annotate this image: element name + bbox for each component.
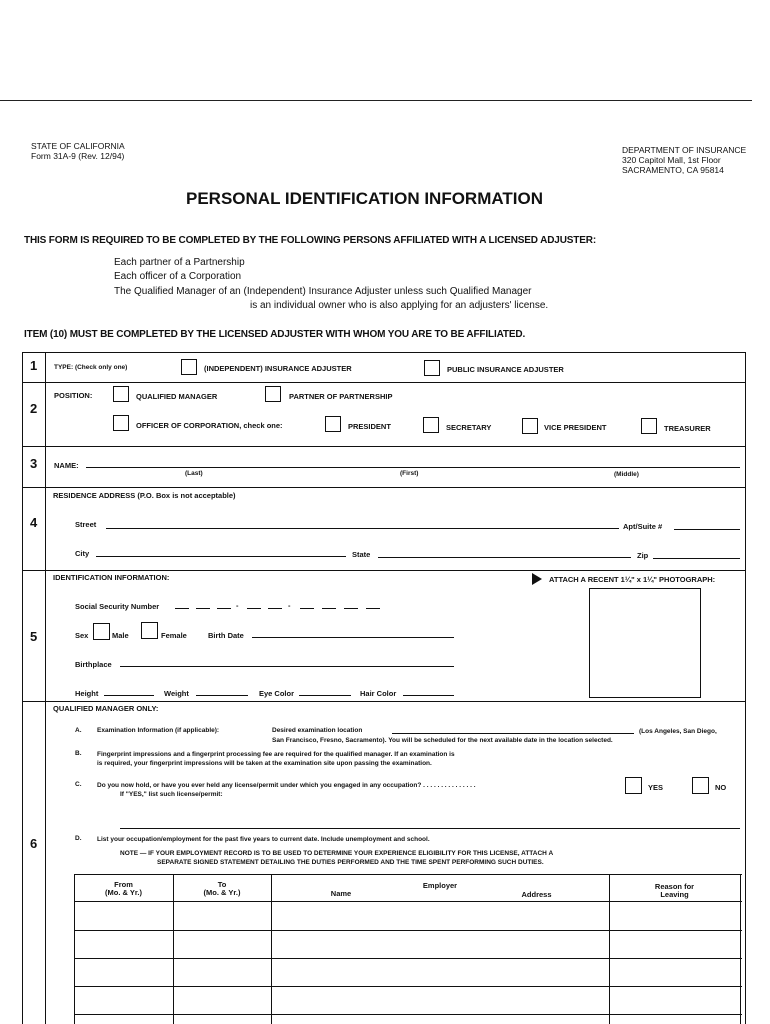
ssn-digit-slot[interactable] <box>247 608 261 609</box>
street-label: Street <box>75 520 97 529</box>
independent-adjuster-label: (INDEPENDENT) INSURANCE ADJUSTER <box>204 364 352 373</box>
section-number-3: 3 <box>30 456 38 471</box>
type-label: TYPE: (Check only one) <box>54 364 128 371</box>
weight-input-line[interactable] <box>196 695 248 696</box>
requirement-statement: THIS FORM IS REQUIRED TO BE COMPLETED BY THE FOLLOWING PERSONS AFFILIATED WITH A LICENSED ADJUSTER: <box>24 235 597 246</box>
license-yes-label: YES <box>648 783 664 792</box>
zip-input-line[interactable] <box>653 558 740 559</box>
col-header-to-sub: (Mo. & Yr.) <box>203 888 241 897</box>
item-c-letter: C. <box>75 781 82 788</box>
city-label: City <box>75 549 90 558</box>
ssn-digit-slot[interactable] <box>175 608 189 609</box>
arrow-right-icon <box>532 573 542 585</box>
item-d-letter: D. <box>75 835 82 842</box>
city-input-line[interactable] <box>96 556 346 557</box>
table-row[interactable] <box>74 931 742 958</box>
intro-item-continuation: is an individual owner who is also applying for an adjusters' license. <box>250 300 549 311</box>
top-rule <box>0 100 752 101</box>
item-c-text-1: Do you now hold, or have you ever held any license/permit under which you engaged in any occupation? . . . . . . . . . . . . . . . <box>97 782 476 789</box>
vice-president-checkbox[interactable] <box>522 418 538 434</box>
state-label: State <box>352 550 371 559</box>
exam-location-input-line[interactable] <box>392 733 634 734</box>
ssn-label: Social Security Number <box>75 602 160 611</box>
position-label: POSITION: <box>54 391 93 400</box>
exam-cities-continued: San Francisco, Fresno, Sacramento). You will be scheduled for the next available date in the location selected. <box>272 737 613 744</box>
partner-checkbox[interactable] <box>265 386 281 402</box>
ssn-digit-slot[interactable] <box>268 608 282 609</box>
table-row[interactable] <box>74 987 742 1014</box>
birthplace-label: Birthplace <box>75 660 112 669</box>
exam-cities: (Los Angeles, San Diego, <box>639 728 717 735</box>
treasurer-checkbox[interactable] <box>641 418 657 434</box>
divider-3-4 <box>22 487 746 488</box>
male-label: Male <box>112 631 129 640</box>
state-input-line[interactable] <box>378 557 631 558</box>
secretary-checkbox[interactable] <box>423 417 439 433</box>
ssn-digit-slot[interactable] <box>217 608 231 609</box>
item-a-letter: A. <box>75 727 82 734</box>
item10-statement: ITEM (10) MUST BE COMPLETED BY THE LICENSED ADJUSTER WITH WHOM YOU ARE TO BE AFFILIATED. <box>24 329 526 340</box>
treasurer-label: TREASURER <box>664 424 711 433</box>
hair-color-input-line[interactable] <box>403 695 454 696</box>
identification-heading: IDENTIFICATION INFORMATION: <box>53 573 170 582</box>
female-label: Female <box>161 631 187 640</box>
ssn-digit-slot[interactable] <box>196 608 210 609</box>
item-a-text: Examination Information (if applicable): <box>97 727 220 734</box>
divider-2-3 <box>22 446 746 447</box>
form-number: Form 31A-9 (Rev. 12/94) <box>31 151 125 161</box>
table-row-divider <box>74 1014 742 1015</box>
col-header-reason-sub: Leaving <box>660 890 689 899</box>
item-b-text-2: is required, your fingerprint impressions will be taken at the examination site upon passing the examination. <box>97 760 432 767</box>
item-c-text-2: If "YES," list such license/permit: <box>120 791 223 798</box>
col-header-employer: Employer <box>422 881 458 890</box>
note-line-1: NOTE — IF YOUR EMPLOYMENT RECORD IS TO BE USED TO DETERMINE YOUR EXPERIENCE ELIGIBILITY FOR THIS LICENSE, ATTACH A <box>120 850 554 857</box>
president-checkbox[interactable] <box>325 416 341 432</box>
photo-box[interactable] <box>589 588 701 698</box>
sex-label: Sex <box>75 631 89 640</box>
intro-item-officer: Each officer of a Corporation <box>114 271 242 282</box>
divider-5-6 <box>22 701 746 702</box>
qualified-manager-label: QUALIFIED MANAGER <box>136 392 218 401</box>
public-adjuster-label: PUBLIC INSURANCE ADJUSTER <box>447 365 564 374</box>
col-header-reason <box>609 883 740 899</box>
table-row[interactable] <box>74 959 742 986</box>
section-number-6: 6 <box>30 836 38 851</box>
col-header-from <box>74 881 173 897</box>
birthplace-input-line[interactable] <box>120 666 454 667</box>
exam-location-label: Desired examination location <box>272 727 363 734</box>
apt-input-line[interactable] <box>674 529 740 530</box>
eye-color-input-line[interactable] <box>299 695 351 696</box>
section-number-2: 2 <box>30 401 38 416</box>
birth-date-input-line[interactable] <box>252 637 454 638</box>
ssn-digit-slot[interactable] <box>300 608 314 609</box>
partner-label: PARTNER OF PARTNERSHIP <box>289 392 393 401</box>
height-input-line[interactable] <box>104 695 154 696</box>
item-d-text: List your occupation/employment for the past five years to current date. Include unemployment and school. <box>97 836 430 843</box>
residence-heading: RESIDENCE ADDRESS (P.O. Box is not acceptable) <box>53 491 236 500</box>
department-address-2: SACRAMENTO, CA 95814 <box>622 165 724 175</box>
ssn-digit-slot[interactable] <box>322 608 336 609</box>
public-adjuster-checkbox[interactable] <box>424 360 440 376</box>
eye-color-label: Eye Color <box>259 689 295 698</box>
name-input-line[interactable] <box>86 467 740 468</box>
officer-label: OFFICER OF CORPORATION, check one: <box>136 421 283 430</box>
ssn-separator: - <box>236 601 239 610</box>
president-label: PRESIDENT <box>348 422 391 431</box>
col-header-to <box>173 881 271 897</box>
col-header-to-label: To <box>217 880 227 889</box>
female-checkbox[interactable] <box>141 622 158 639</box>
col-header-from-sub: (Mo. & Yr.) <box>105 888 142 897</box>
ssn-separator: - <box>288 601 291 610</box>
page-title: PERSONAL IDENTIFICATION INFORMATION <box>186 189 543 208</box>
independent-adjuster-checkbox[interactable] <box>181 359 197 375</box>
department-name: DEPARTMENT OF INSURANCE <box>622 145 747 155</box>
employment-table <box>74 874 742 1024</box>
vice-president-label: VICE PRESIDENT <box>544 423 607 432</box>
section-number-5: 5 <box>30 629 38 644</box>
section-number-1: 1 <box>30 358 38 373</box>
intro-item-partner: Each partner of a Partnership <box>114 257 245 268</box>
license-no-checkbox[interactable] <box>692 777 709 794</box>
name-first-caption: (First) <box>400 470 419 477</box>
number-column-divider <box>45 352 46 1024</box>
license-yes-checkbox[interactable] <box>625 777 642 794</box>
col-header-name: Name <box>330 889 352 898</box>
item-b-letter: B. <box>75 750 82 757</box>
birth-date-label: Birth Date <box>208 631 244 640</box>
col-header-reason-label: Reason for <box>654 882 695 891</box>
license-no-label: NO <box>715 783 727 792</box>
zip-label: Zip <box>637 551 649 560</box>
name-last-caption: (Last) <box>185 470 203 477</box>
name-middle-caption: (Middle) <box>614 471 639 478</box>
hair-color-label: Hair Color <box>360 689 397 698</box>
ssn-digit-slot[interactable] <box>366 608 380 609</box>
photo-instruction: ATTACH A RECENT 1¼" x 1¼" PHOTOGRAPH: <box>549 575 716 584</box>
table-row[interactable] <box>74 902 742 930</box>
officer-checkbox[interactable] <box>113 415 129 431</box>
note-line-2: SEPARATE SIGNED STATEMENT DETAILING THE DUTIES PERFORMED AND THE TIME SPENT PERFORMING SUCH DUTIES. <box>157 859 544 866</box>
male-checkbox[interactable] <box>93 623 110 640</box>
intro-item-manager: The Qualified Manager of an (Independent) Insurance Adjuster unless such Qualified Manager <box>114 286 532 297</box>
item-b-text-1: Fingerprint impressions and a fingerprint processing fee are required for the qualified manager. If an examination is <box>97 751 455 758</box>
col-header-address: Address <box>521 890 552 899</box>
name-label: NAME: <box>54 461 79 470</box>
divider-4-5 <box>22 570 746 571</box>
apt-label: Apt/Suite # <box>623 522 663 531</box>
state-label: STATE OF CALIFORNIA <box>31 141 125 151</box>
height-label: Height <box>75 689 99 698</box>
weight-label: Weight <box>164 689 189 698</box>
divider-1-2 <box>22 382 746 383</box>
street-input-line[interactable] <box>106 528 619 529</box>
col-header-from-label: From <box>114 880 133 889</box>
qualified-manager-heading: QUALIFIED MANAGER ONLY: <box>53 704 159 713</box>
ssn-digit-slot[interactable] <box>344 608 358 609</box>
section-number-4: 4 <box>30 515 38 530</box>
secretary-label: SECRETARY <box>446 423 492 432</box>
license-list-input-line[interactable] <box>120 828 740 829</box>
department-address-1: 320 Capitol Mall, 1st Floor <box>622 155 721 165</box>
qualified-manager-checkbox[interactable] <box>113 386 129 402</box>
